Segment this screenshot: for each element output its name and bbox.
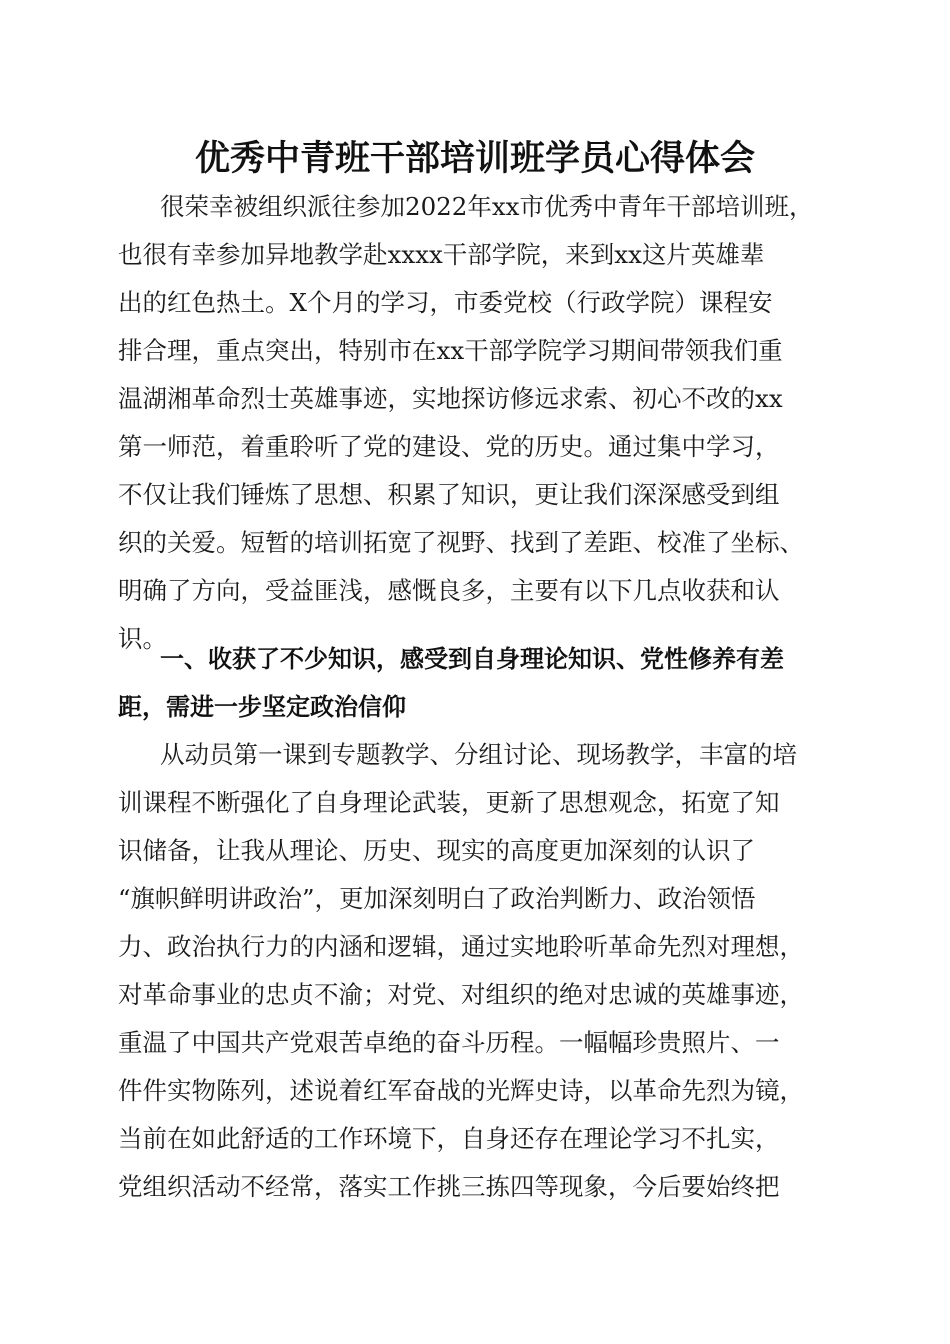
- paragraph-1-line: 第一师范，着重聆听了党的建设、党的历史。通过集中学习，: [118, 432, 780, 461]
- paragraph-2-line: “旗帜鲜明讲政治”，更加深刻明白了政治判断力、政治领悟: [118, 884, 756, 913]
- paragraph-1-line: 织的关爱。短暂的培训拓宽了视野、找到了差距、校准了坐标、: [118, 528, 804, 557]
- paragraph-1-line: 出的红色热土。X个月的学习，市委党校（行政学院）课程安: [118, 288, 773, 317]
- paragraph-2-line: 训课程不断强化了自身理论武装，更新了思想观念，拓宽了知: [118, 788, 780, 817]
- paragraph-1-line: 也很有幸参加异地教学赴xxxx干部学院，来到xx这片英雄辈: [118, 240, 765, 269]
- section-heading-1: 一、收获了不少知识，感受到自身理论知识、党性修养有差: [160, 645, 784, 673]
- paragraph-2-line: 对革命事业的忠贞不渝；对党、对组织的绝对忠诚的英雄事迹，: [118, 980, 804, 1009]
- paragraph-2-line: 力、政治执行力的内涵和逻辑，通过实地聆听革命先烈对理想，: [118, 932, 804, 961]
- section-heading-1: 距，需进一步坚定政治信仰: [118, 693, 406, 721]
- document-title: 优秀中青班干部培训班学员心得体会: [194, 138, 755, 179]
- paragraph-1-line: 识。: [118, 624, 167, 653]
- paragraph-1-line: 明确了方向，受益匪浅，感慨良多，主要有以下几点收获和认: [118, 576, 780, 605]
- paragraph-2-line: 当前在如此舒适的工作环境下，自身还存在理论学习不扎实，: [118, 1124, 780, 1153]
- paragraph-1-line: 很荣幸被组织派往参加2022年xx市优秀中青年干部培训班，: [160, 192, 814, 221]
- paragraph-2-line: 件件实物陈列，述说着红军奋战的光辉史诗，以革命先烈为镜，: [118, 1076, 804, 1105]
- paragraph-2-line: 识储备，让我从理论、历史、现实的高度更加深刻的认识了: [118, 836, 755, 865]
- paragraph-2-line: 党组织活动不经常，落实工作挑三拣四等现象，今后要始终把: [118, 1172, 780, 1201]
- paragraph-2-line: 从动员第一课到专题教学、分组讨论、现场教学，丰富的培: [160, 740, 797, 769]
- paragraph-1-line: 不仅让我们锤炼了思想、积累了知识，更让我们深深感受到组: [118, 480, 780, 509]
- paragraph-1-line: 温湖湘革命烈士英雄事迹，实地探访修远求索、初心不改的xx: [118, 384, 783, 413]
- paragraph-1-line: 排合理，重点突出，特别市在xx干部学院学习期间带领我们重: [118, 336, 783, 365]
- paragraph-2-line: 重温了中国共产党艰苦卓绝的奋斗历程。一幅幅珍贵照片、一: [118, 1028, 780, 1057]
